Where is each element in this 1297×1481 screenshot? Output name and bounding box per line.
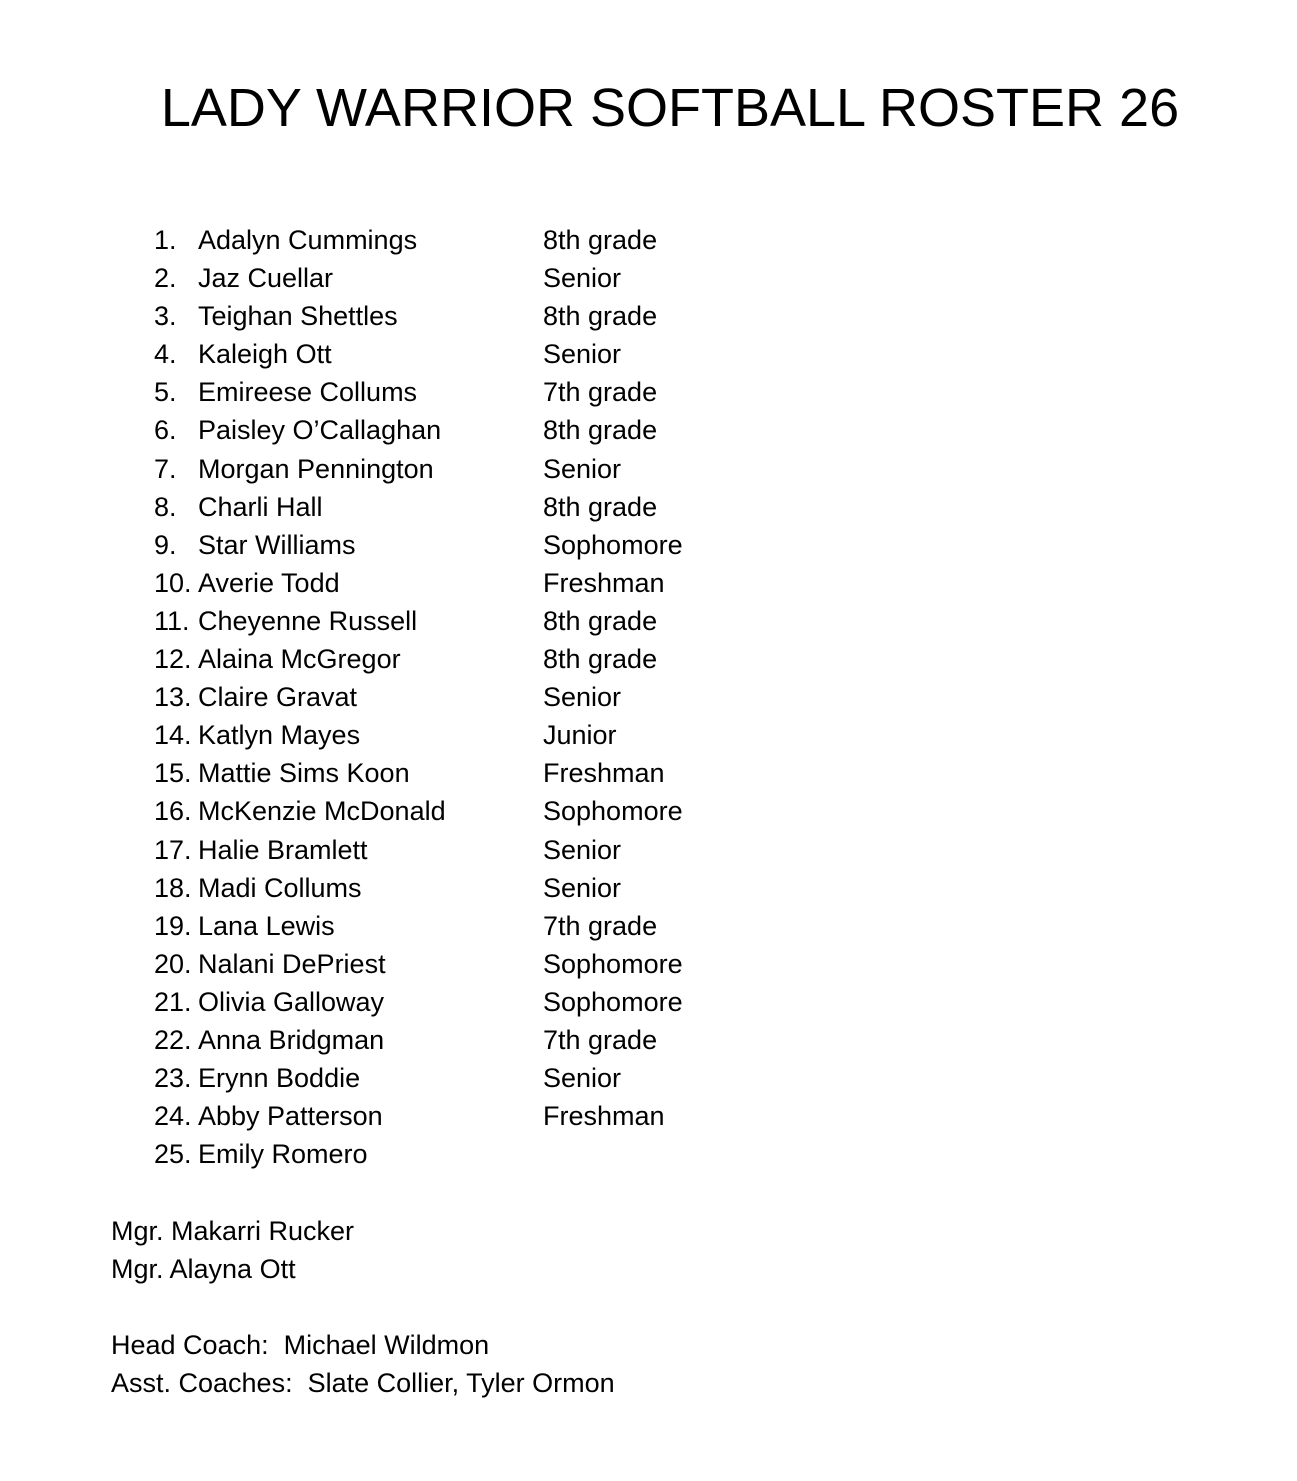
player-grade: 8th grade xyxy=(543,605,658,636)
player-grade: 8th grade xyxy=(543,644,658,675)
roster-number: 21. xyxy=(154,986,192,1017)
player-grade: Freshman xyxy=(543,1101,665,1132)
document-title: LADY WARRIOR SOFTBALL ROSTER 26 xyxy=(160,78,1180,138)
player-grade: 7th grade xyxy=(543,377,658,408)
head-coach-line: Head Coach: Michael Wildmon xyxy=(111,1330,490,1360)
player-grade: Senior xyxy=(543,453,622,484)
roster-number: 12. xyxy=(154,644,192,675)
player-grade: Freshman xyxy=(543,567,665,598)
player-name: Olivia Galloway xyxy=(198,986,385,1017)
roster-number: 10. xyxy=(154,567,192,598)
player-name: Adalyn Cummings xyxy=(198,225,418,255)
player-name: Alaina McGregor xyxy=(198,644,401,675)
player-grade: 8th grade xyxy=(543,301,658,332)
assistant-coaches-line: Asst. Coaches: Slate Collier, Tyler Ormon xyxy=(111,1368,615,1398)
manager-line: Mgr. Makarri Rucker xyxy=(111,1216,355,1246)
roster-number: 17. xyxy=(154,834,192,865)
player-grade: Senior xyxy=(543,682,622,713)
roster-number: 23. xyxy=(154,1063,192,1094)
roster-number: 22. xyxy=(154,1024,192,1055)
player-grade: Freshman xyxy=(543,758,665,789)
player-name: Katlyn Mayes xyxy=(198,720,361,751)
roster-number: 5. xyxy=(154,377,177,408)
player-name: Mattie Sims Koon xyxy=(198,758,410,789)
player-grade: Senior xyxy=(543,1063,622,1094)
player-name: Anna Bridgman xyxy=(198,1024,385,1055)
player-name: Jaz Cuellar xyxy=(198,263,334,294)
player-name: Emireese Collums xyxy=(198,377,418,408)
player-name: Nalani DePriest xyxy=(198,948,386,979)
player-grade: Sophomore xyxy=(543,986,683,1017)
player-grade: 7th grade xyxy=(543,910,658,941)
player-grade: Junior xyxy=(543,720,617,751)
roster-number: 13. xyxy=(154,682,192,713)
roster-number: 14. xyxy=(154,720,192,751)
player-grade: Sophomore xyxy=(543,948,683,979)
roster-number: 18. xyxy=(154,872,192,903)
roster-number: 8. xyxy=(154,491,177,522)
roster-number: 7. xyxy=(154,453,177,484)
player-grade: Sophomore xyxy=(543,796,683,827)
player-name: Erynn Boddie xyxy=(198,1063,361,1094)
player-grade: Senior xyxy=(543,834,622,865)
roster-number: 1. xyxy=(154,225,177,255)
roster-number: 3. xyxy=(154,301,177,332)
roster-number: 9. xyxy=(154,529,177,560)
player-name: Lana Lewis xyxy=(198,910,335,941)
player-name: Emily Romero xyxy=(198,1139,368,1170)
player-name: McKenzie McDonald xyxy=(198,796,446,827)
player-grade: 7th grade xyxy=(543,1024,658,1055)
player-grade: 8th grade xyxy=(543,225,658,255)
player-grade: 8th grade xyxy=(543,415,658,446)
roster-number: 16. xyxy=(154,796,192,827)
player-name: Abby Patterson xyxy=(198,1101,383,1132)
roster-number: 4. xyxy=(154,339,177,370)
player-name: Kaleigh Ott xyxy=(198,339,332,370)
player-grade: Senior xyxy=(543,872,622,903)
roster-number: 6. xyxy=(154,415,177,446)
roster-number: 20. xyxy=(154,948,192,979)
player-name: Star Williams xyxy=(198,529,356,560)
player-name: Claire Gravat xyxy=(198,682,358,713)
player-grade: Senior xyxy=(543,263,622,294)
player-name: Charli Hall xyxy=(198,491,323,522)
manager-line: Mgr. Alayna Ott xyxy=(111,1254,296,1284)
roster-number: 19. xyxy=(154,910,192,941)
player-grade: 8th grade xyxy=(543,491,658,522)
roster-number: 25. xyxy=(154,1139,192,1170)
player-grade: Sophomore xyxy=(543,529,683,560)
player-name: Halie Bramlett xyxy=(198,834,368,865)
player-name: Paisley O’Callaghan xyxy=(198,415,442,446)
player-name: Morgan Pennington xyxy=(198,453,434,484)
roster-number: 2. xyxy=(154,263,177,294)
player-name: Madi Collums xyxy=(198,872,362,903)
player-name: Cheyenne Russell xyxy=(198,605,418,636)
player-name: Averie Todd xyxy=(198,567,340,598)
player-grade: Senior xyxy=(543,339,622,370)
roster-number: 15. xyxy=(154,758,192,789)
player-name: Teighan Shettles xyxy=(198,301,398,332)
roster-number: 24. xyxy=(154,1101,192,1132)
roster-number: 11. xyxy=(154,605,190,636)
